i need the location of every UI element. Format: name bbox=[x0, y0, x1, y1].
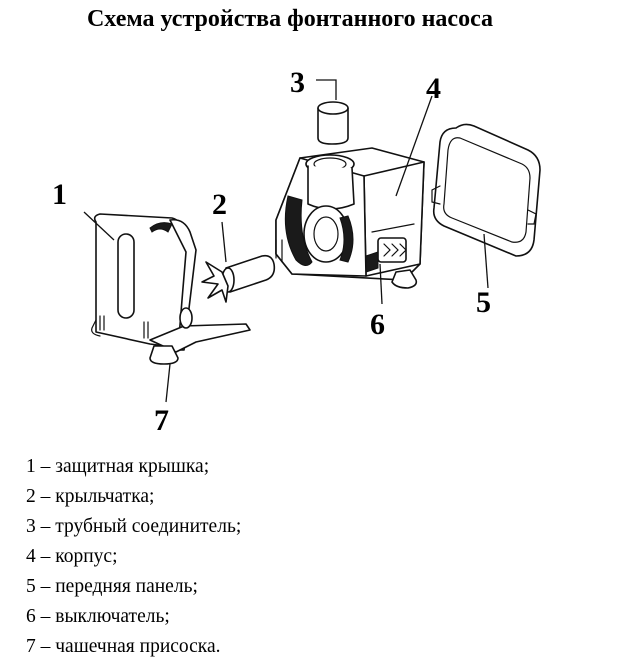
legend-item-3: 3 – трубный соединитель; bbox=[26, 516, 242, 537]
diagram-title: Схема устройства фонтанного насоса bbox=[86, 6, 494, 32]
callout-6: 6 bbox=[370, 308, 385, 341]
callout-7: 7 bbox=[154, 404, 169, 437]
callout-2: 2 bbox=[212, 188, 227, 221]
impeller bbox=[202, 222, 274, 302]
pump-diagram bbox=[0, 40, 617, 450]
legend-item-4: 4 – корпус; bbox=[26, 546, 118, 567]
suction-cup-front bbox=[150, 346, 178, 402]
legend-item-1: 1 – защитная крышка; bbox=[26, 456, 210, 477]
callout-4: 4 bbox=[426, 72, 441, 105]
legend-item-2: 2 – крыльчатка; bbox=[26, 486, 155, 507]
callout-5: 5 bbox=[476, 286, 491, 319]
legend-item-6: 6 – выключатель; bbox=[26, 606, 170, 627]
pump-body bbox=[276, 96, 432, 280]
callout-1: 1 bbox=[52, 178, 67, 211]
legend-list bbox=[26, 452, 241, 662]
legend-item-7: 7 – чашечная присоска. bbox=[26, 636, 221, 657]
suction-cup-back bbox=[392, 270, 416, 288]
front-panel bbox=[432, 124, 540, 288]
legend-item-5: 5 – передняя панель; bbox=[26, 576, 198, 597]
pipe-connector bbox=[316, 80, 348, 144]
callout-3: 3 bbox=[290, 66, 305, 99]
